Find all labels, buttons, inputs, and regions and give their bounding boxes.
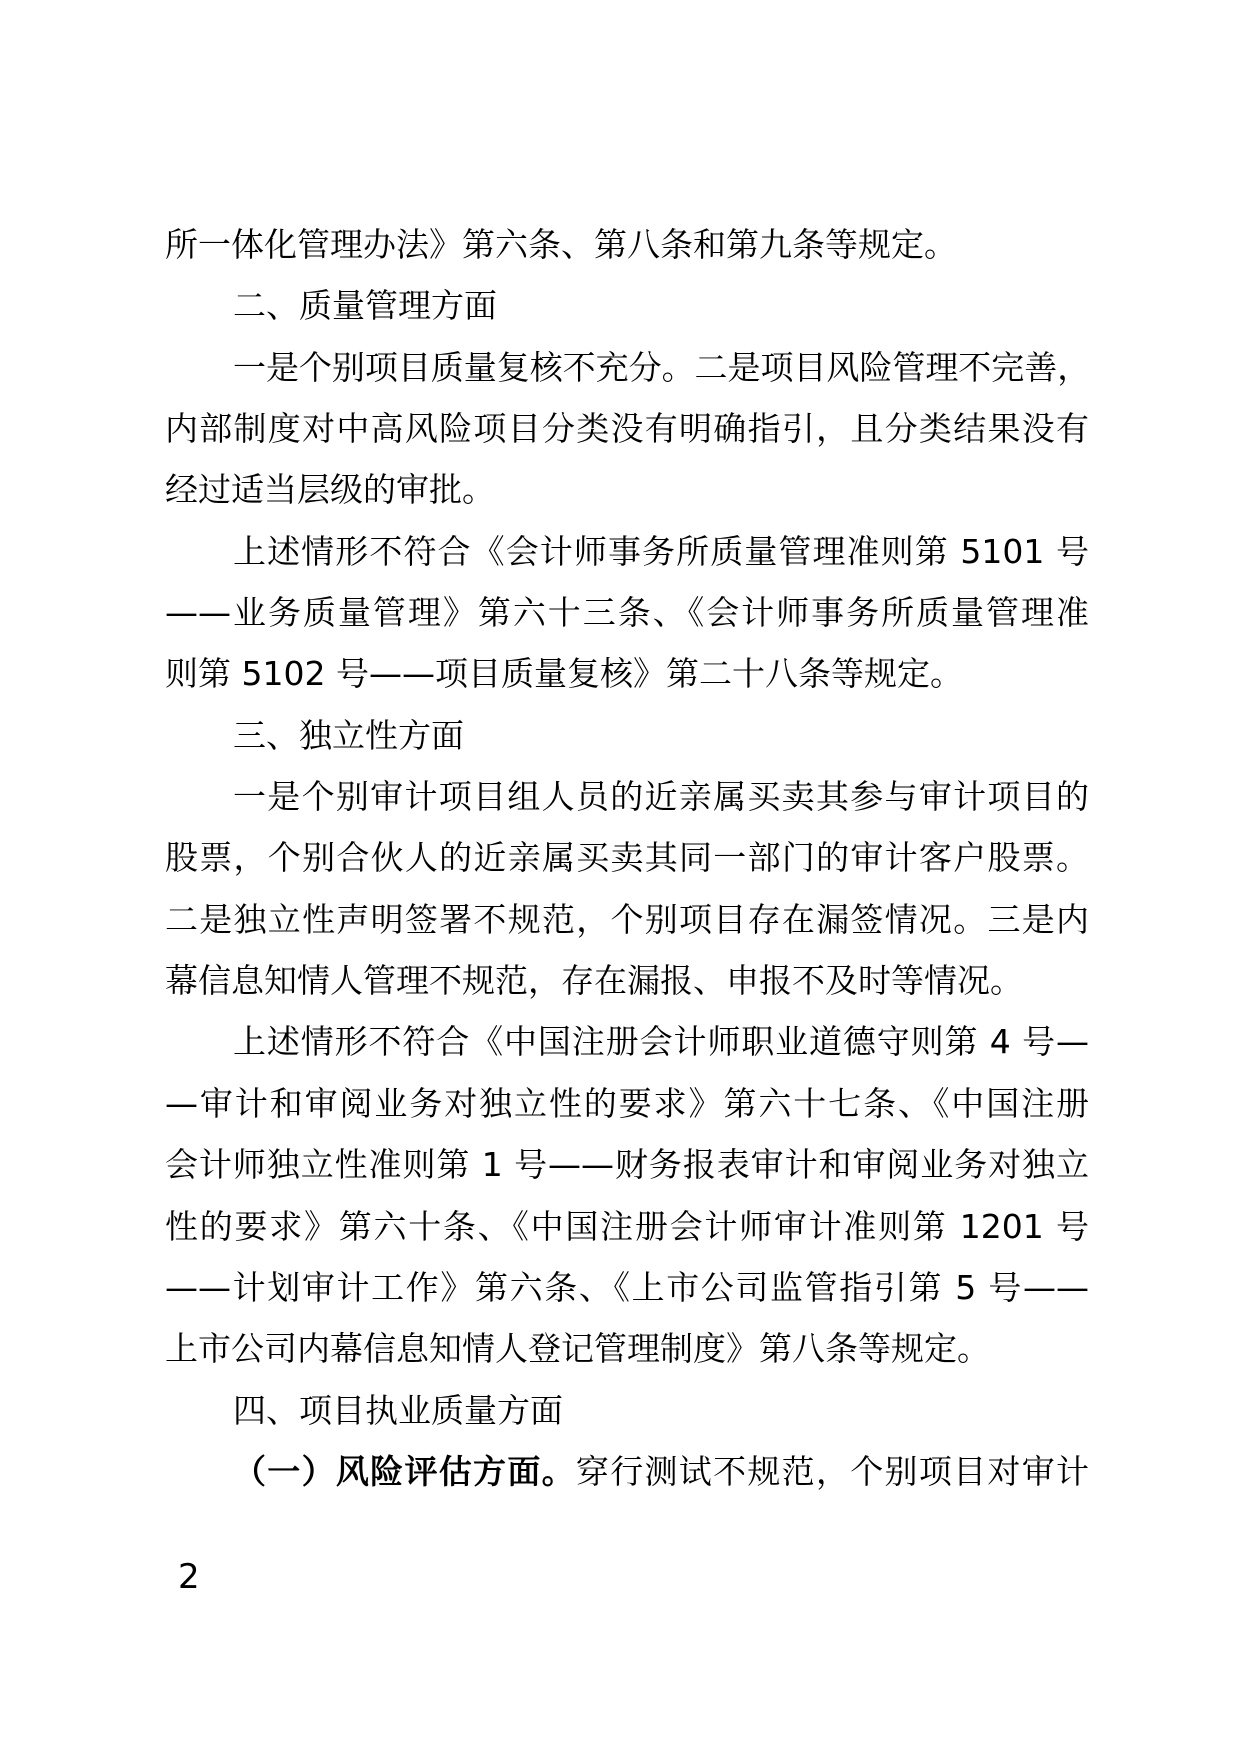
- body-line: 会计师独立性准则第 1 号——财务报表审计和审阅业务对独立: [165, 1145, 1089, 1185]
- body-line: 内部制度对中高风险项目分类没有明确指引，且分类结果没有: [165, 409, 1089, 449]
- body-line: 上市公司内幕信息知情人登记管理制度》第八条等规定。: [165, 1329, 990, 1369]
- subsection-body-text: 穿行测试不规范，个别项目对审计: [575, 1451, 1090, 1491]
- document-body: [165, 214, 1089, 1502]
- body-line: ——业务质量管理》第六十三条、《会计师事务所质量管理准: [165, 593, 1089, 633]
- section-heading-2: 二、质量管理方面: [233, 286, 497, 326]
- section-heading-4: 四、项目执业质量方面: [233, 1390, 563, 1430]
- body-line: 性的要求》第六十条、《中国注册会计师审计准则第 1201 号: [165, 1206, 1089, 1246]
- body-line: 经过适当层级的审批。: [165, 470, 495, 510]
- subsection-title-bold: （一）风险评估方面。: [233, 1451, 576, 1491]
- body-line: 一是个别审计项目组人员的近亲属买卖其参与审计项目的: [233, 777, 1089, 817]
- body-line: 股票，个别合伙人的近亲属买卖其同一部门的审计客户股票。: [165, 838, 1089, 878]
- body-line: 二是独立性声明签署不规范，个别项目存在漏签情况。三是内: [165, 899, 1089, 939]
- body-line: 一是个别项目质量复核不充分。二是项目风险管理不完善，: [233, 347, 1089, 387]
- body-line: 上述情形不符合《中国注册会计师职业道德守则第 4 号—: [233, 1022, 1089, 1062]
- body-line: 幕信息知情人管理不规范，存在漏报、申报不及时等情况。: [165, 961, 1023, 1001]
- body-line: —审计和审阅业务对独立性的要求》第六十七条、《中国注册: [165, 1083, 1089, 1123]
- body-line: ——计划审计工作》第六条、《上市公司监管指引第 5 号——: [165, 1267, 1089, 1307]
- section-heading-3: 三、独立性方面: [233, 715, 464, 755]
- body-line: 则第 5102 号——项目质量复核》第二十八条等规定。: [165, 654, 963, 694]
- subsection-heading-line: [165, 1441, 1089, 1502]
- body-line: 所一体化管理办法》第六条、第八条和第九条等规定。: [165, 225, 957, 264]
- page-number: 2: [178, 1557, 200, 1597]
- body-line: 上述情形不符合《会计师事务所质量管理准则第 5101 号: [233, 531, 1089, 571]
